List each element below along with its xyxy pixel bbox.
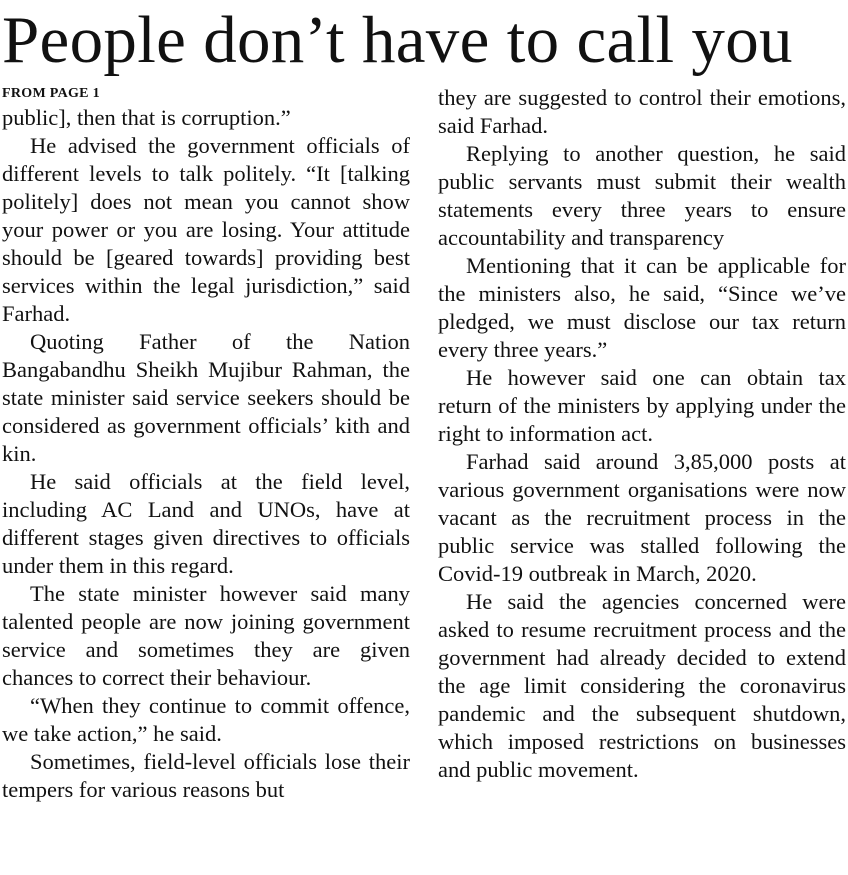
paragraph: public], then that is corruption.”: [2, 105, 291, 130]
headline: People don’t have to call you: [2, 3, 793, 77]
paragraph: Replying to another question, he said public servants must submit their wealth statements every three years to ensure accountability and transparency: [438, 141, 846, 250]
article-column-right: [438, 84, 846, 784]
paragraph: He said the agencies concerned were asked to resume recruitment process and the government had already decided to extend the age limit considering the coronavirus pandemic and the subsequent shutdown, which imposed restrictions on businesses and public movement.: [438, 589, 846, 782]
paragraph: Quoting Father of the Nation Bangabandhu Sheikh Mujibur Rahman, the state minister said service seekers should be considered as government officials’ kith and kin.: [2, 329, 410, 466]
paragraph: The state minister however said many talented people are now joining government service and sometimes they are given chances to correct their behaviour.: [2, 581, 410, 690]
paragraph: He said officials at the field level, including AC Land and UNOs, have at different stages given directives to officials under them in this regard.: [2, 469, 410, 578]
paragraph: He advised the government officials of different levels to talk politely. “It [talking politely] does not mean you cannot show your power or you are losing. Your attitude should be [geared towards] providing best services within the legal jurisdiction,” said Farhad.: [2, 133, 410, 326]
jump-label: FROM PAGE 1: [2, 86, 100, 101]
paragraph: Sometimes, field-level officials lose their tempers for various reasons but: [2, 749, 410, 802]
paragraph: “When they continue to commit offence, we take action,” he said.: [2, 693, 410, 746]
article-column-left: [2, 84, 410, 804]
paragraph: they are suggested to control their emotions, said Farhad.: [438, 85, 846, 138]
paragraph: Mentioning that it can be applicable for the ministers also, he said, “Since we’ve pledged, we must disclose our tax return every three years.”: [438, 253, 846, 362]
paragraph: He however said one can obtain tax return of the ministers by applying under the right to information act.: [438, 365, 846, 446]
paragraph: Farhad said around 3,85,000 posts at various government organisations were now vacant as the recruitment process in the public service was stalled following the Covid-19 outbreak in March, 2020.: [438, 449, 846, 586]
